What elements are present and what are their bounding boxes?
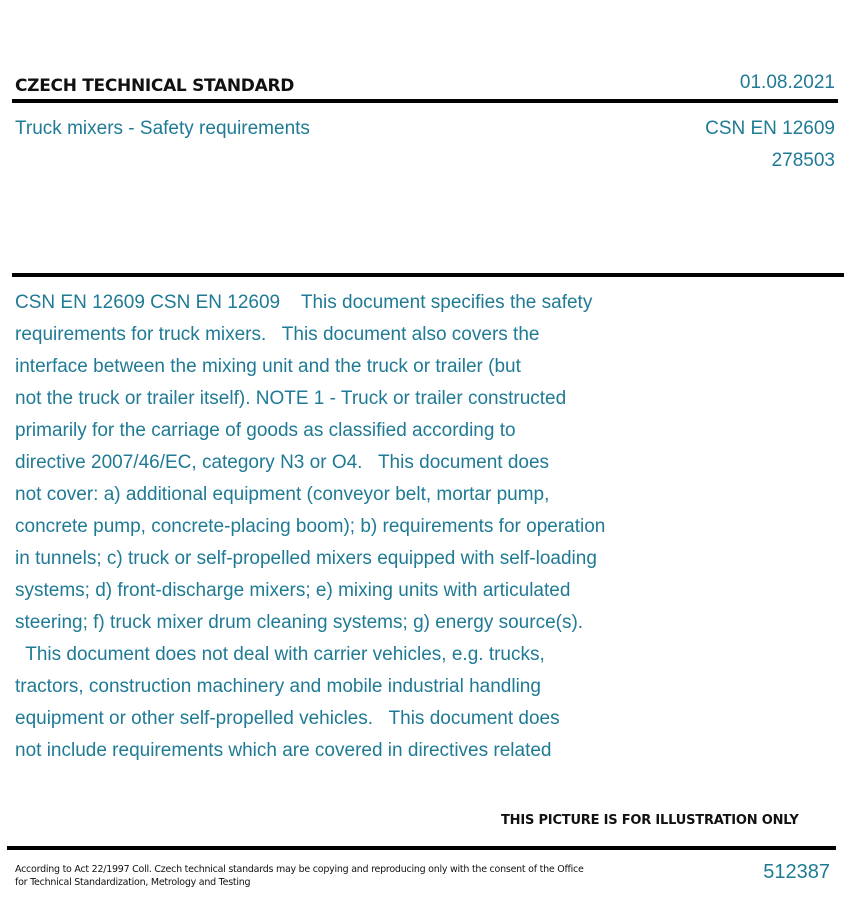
abstract-line: not include requirements which are covered in directives related: [15, 740, 552, 761]
abstract-line: CSN EN 12609 CSN EN 12609 This document specifies the safety: [15, 292, 593, 313]
publication-date: 01.08.2021: [739, 72, 835, 93]
abstract-line: equipment or other self-propelled vehicles. This document does: [15, 708, 560, 729]
abstract-line: requirements for truck mixers. This document also covers the: [15, 324, 540, 345]
abstract-line: primarily for the carriage of goods as classified according to: [15, 420, 516, 441]
abstract-line: in tunnels; c) truck or self-propelled mixers equipped with self-loading: [15, 548, 597, 569]
abstract-line: tractors, construction machinery and mobile industrial handling: [15, 676, 541, 697]
abstract-line: steering; f) truck mixer drum cleaning systems; g) energy source(s).: [15, 612, 584, 633]
illustration-disclaimer: THIS PICTURE IS FOR ILLUSTRATION ONLY: [501, 813, 799, 828]
abstract-line: concrete pump, concrete-placing boom); b) requirements for operation: [15, 516, 606, 537]
abstract-line: not the truck or trailer itself). NOTE 1 - Truck or trailer constructed: [15, 388, 567, 409]
legal-notice-line: for Technical Standardization, Metrology and Testing: [15, 876, 251, 888]
document-number: 278503: [771, 150, 835, 171]
header-divider: [12, 99, 838, 103]
document-code: CSN EN 12609: [705, 118, 835, 139]
legal-notice-line: According to Act 22/1997 Coll. Czech technical standards may be copying and reproducing only with the consent of the Office: [15, 864, 584, 875]
document-abstract: [15, 287, 695, 767]
footer-code: 512387: [763, 861, 830, 883]
abstract-line: systems; d) front-discharge mixers; e) mixing units with articulated: [15, 580, 571, 601]
section-divider: [12, 273, 844, 277]
abstract-line: This document does not deal with carrier vehicles, e.g. trucks,: [15, 644, 545, 665]
legal-notice: [15, 864, 584, 889]
abstract-line: interface between the mixing unit and the truck or trailer (but: [15, 356, 521, 377]
abstract-line: directive 2007/46/EC, category N3 or O4. This document does: [15, 452, 550, 473]
footer-divider: [7, 846, 836, 850]
standard-header-title: CZECH TECHNICAL STANDARD: [15, 76, 295, 96]
document-title: Truck mixers - Safety requirements: [15, 118, 310, 139]
abstract-line: not cover: a) additional equipment (conveyor belt, mortar pump,: [15, 484, 550, 505]
